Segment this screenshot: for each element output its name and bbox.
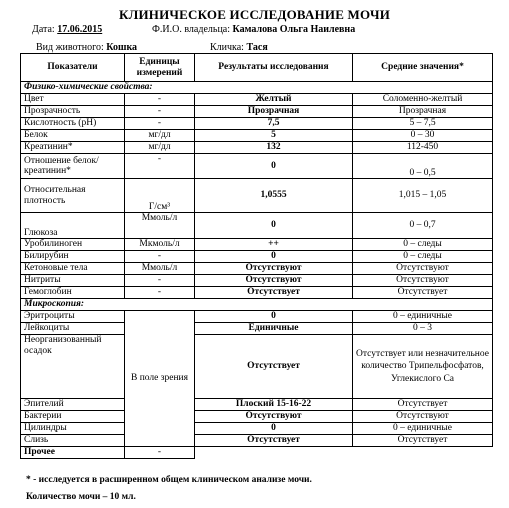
report-title: КЛИНИЧЕСКОЕ ИССЛЕДОВАНИЕ МОЧИ bbox=[118, 7, 391, 22]
table-row bbox=[21, 411, 493, 423]
row-ref: Отсутствуют bbox=[353, 275, 493, 287]
row-unit: Мкмоль/л bbox=[125, 239, 195, 251]
owner-label: Ф.И.О. владельца: bbox=[152, 24, 233, 35]
row-result: 7,5 bbox=[195, 118, 353, 130]
row-result: Отсутствует bbox=[195, 435, 353, 447]
row-result: Отсутствуют bbox=[195, 275, 353, 287]
table-row bbox=[21, 263, 493, 275]
row-ref: 0 – следы bbox=[353, 239, 493, 251]
header-indicator: Показатели bbox=[21, 54, 125, 82]
date-label: Дата: bbox=[32, 24, 58, 35]
row-unit: мг/дл bbox=[125, 130, 195, 142]
row-name: Уробилиноген bbox=[21, 239, 125, 251]
table-row bbox=[21, 399, 493, 411]
table-row bbox=[21, 323, 493, 335]
row-result: Отсутствует bbox=[195, 287, 353, 299]
row-name: Прочее bbox=[21, 447, 125, 459]
row-ref: 0 – 0,7 bbox=[353, 213, 493, 239]
animal-kind-field bbox=[36, 42, 137, 53]
empty-cell bbox=[353, 447, 493, 459]
row-ref: 0 – единичные bbox=[353, 311, 493, 323]
row-name: Белок bbox=[21, 130, 125, 142]
table-row bbox=[21, 311, 493, 323]
table-row bbox=[21, 213, 493, 239]
row-ref: Отсутствует bbox=[353, 287, 493, 299]
row-result: Отсутствуют bbox=[195, 263, 353, 275]
owner-field bbox=[152, 24, 355, 35]
table-row bbox=[21, 106, 493, 118]
table-row bbox=[21, 435, 493, 447]
row-name: Относительная плотность bbox=[21, 179, 125, 213]
owner-value: Камалова Ольга Наилевна bbox=[232, 24, 356, 35]
header-reference: Средние значения* bbox=[353, 54, 493, 82]
row-name: Эритроциты bbox=[21, 311, 125, 323]
row-name: Лейкоциты bbox=[21, 323, 125, 335]
row-name: Цилиндры bbox=[21, 423, 125, 435]
row-unit: - bbox=[125, 251, 195, 263]
row-name: Цвет bbox=[21, 94, 125, 106]
row-ref: Отсутствуют bbox=[353, 411, 493, 423]
row-ref: 112-450 bbox=[353, 142, 493, 154]
row-result: 5 bbox=[195, 130, 353, 142]
table-header-row bbox=[21, 54, 493, 82]
table-row bbox=[21, 447, 493, 459]
row-result: Желтый bbox=[195, 94, 353, 106]
row-ref: Прозрачная bbox=[353, 106, 493, 118]
row-unit: - bbox=[125, 154, 195, 179]
row-result: 0 bbox=[195, 213, 353, 239]
table-row bbox=[21, 287, 493, 299]
row-result: 0 bbox=[195, 311, 353, 323]
nickname-label: Кличка: bbox=[210, 42, 247, 53]
header-results: Результаты исследования bbox=[195, 54, 353, 82]
row-unit: - bbox=[125, 94, 195, 106]
row-unit: - bbox=[125, 106, 195, 118]
row-name: Нитриты bbox=[21, 275, 125, 287]
section-row bbox=[21, 82, 493, 94]
row-result: Отсутствует bbox=[195, 335, 353, 399]
row-unit: Ммоль/л bbox=[125, 263, 195, 275]
row-name: Креатинин* bbox=[21, 142, 125, 154]
row-name: Отношение белок/креатинин* bbox=[21, 154, 125, 179]
row-name: Слизь bbox=[21, 435, 125, 447]
footnote: * - исследуется в расширенном общем клиническом анализе мочи. bbox=[26, 475, 312, 485]
urine-volume: Количество мочи – 10 мл. bbox=[26, 492, 136, 502]
results-table bbox=[20, 53, 493, 459]
row-result: Прозрачная bbox=[195, 106, 353, 118]
section-physchem: Физико-химические свойства: bbox=[21, 82, 493, 94]
row-result: Отсутствуют bbox=[195, 411, 353, 423]
row-ref: 0 – следы bbox=[353, 251, 493, 263]
row-unit: Ммоль/л bbox=[125, 213, 195, 239]
row-unit: - bbox=[125, 118, 195, 130]
row-result: 1,0555 bbox=[195, 179, 353, 213]
row-result: 0 bbox=[195, 423, 353, 435]
row-ref: 0 – единичные bbox=[353, 423, 493, 435]
row-ref: 5 – 7,5 bbox=[353, 118, 493, 130]
row-name: Гемоглобин bbox=[21, 287, 125, 299]
table-row bbox=[21, 275, 493, 287]
row-ref: Отсутствует bbox=[353, 399, 493, 411]
table-row bbox=[21, 251, 493, 263]
table-row bbox=[21, 154, 493, 179]
row-result: Плоский 15-16-22 bbox=[195, 399, 353, 411]
micro-unit: В поле зрения bbox=[125, 311, 195, 447]
nickname-field bbox=[210, 42, 268, 53]
row-ref: 0 – 30 bbox=[353, 130, 493, 142]
animal-kind-value: Кошка bbox=[106, 42, 138, 53]
row-ref: 0 – 3 bbox=[353, 323, 493, 335]
section-microscopy: Микроскопия: bbox=[21, 299, 493, 311]
row-unit: - bbox=[125, 447, 195, 459]
row-name: Прозрачность bbox=[21, 106, 125, 118]
row-name: Эпителий bbox=[21, 399, 125, 411]
table-row bbox=[21, 335, 493, 399]
table-row bbox=[21, 130, 493, 142]
nickname-value: Тася bbox=[246, 42, 268, 53]
row-result: 132 bbox=[195, 142, 353, 154]
empty-cell bbox=[195, 447, 353, 459]
date-value: 17.06.2015 bbox=[57, 24, 103, 35]
animal-kind-label: Вид животного: bbox=[36, 42, 107, 53]
row-name: Неорганизованный осадок bbox=[21, 335, 125, 399]
row-ref: Отсутствует bbox=[353, 435, 493, 447]
table-row bbox=[21, 179, 493, 213]
section-row bbox=[21, 299, 493, 311]
row-result: Единичные bbox=[195, 323, 353, 335]
row-name: Кислотность (рН) bbox=[21, 118, 125, 130]
table-row bbox=[21, 239, 493, 251]
row-ref: 0 – 0,5 bbox=[353, 154, 493, 179]
table-row bbox=[21, 423, 493, 435]
row-name: Глюкоза bbox=[21, 213, 125, 239]
row-ref: Соломенно-желтый bbox=[353, 94, 493, 106]
row-result: 0 bbox=[195, 251, 353, 263]
table-row bbox=[21, 118, 493, 130]
row-unit: мг/дл bbox=[125, 142, 195, 154]
header-units: Единицы измерений bbox=[125, 54, 195, 82]
row-result: ++ bbox=[195, 239, 353, 251]
row-ref: 1,015 – 1,05 bbox=[353, 179, 493, 213]
row-unit: - bbox=[125, 287, 195, 299]
row-ref: Отсутствуют bbox=[353, 263, 493, 275]
row-result: 0 bbox=[195, 154, 353, 179]
table-row bbox=[21, 94, 493, 106]
row-name: Бактерии bbox=[21, 411, 125, 423]
row-name: Кетоновые тела bbox=[21, 263, 125, 275]
row-unit: - bbox=[125, 275, 195, 287]
row-ref: Отсутствует или незначительное количество Трипельфосфатов, Углекислого Са bbox=[353, 335, 493, 399]
row-unit: Г/см³ bbox=[125, 179, 195, 213]
table-row bbox=[21, 142, 493, 154]
row-name: Билирубин bbox=[21, 251, 125, 263]
date-field bbox=[32, 24, 102, 35]
